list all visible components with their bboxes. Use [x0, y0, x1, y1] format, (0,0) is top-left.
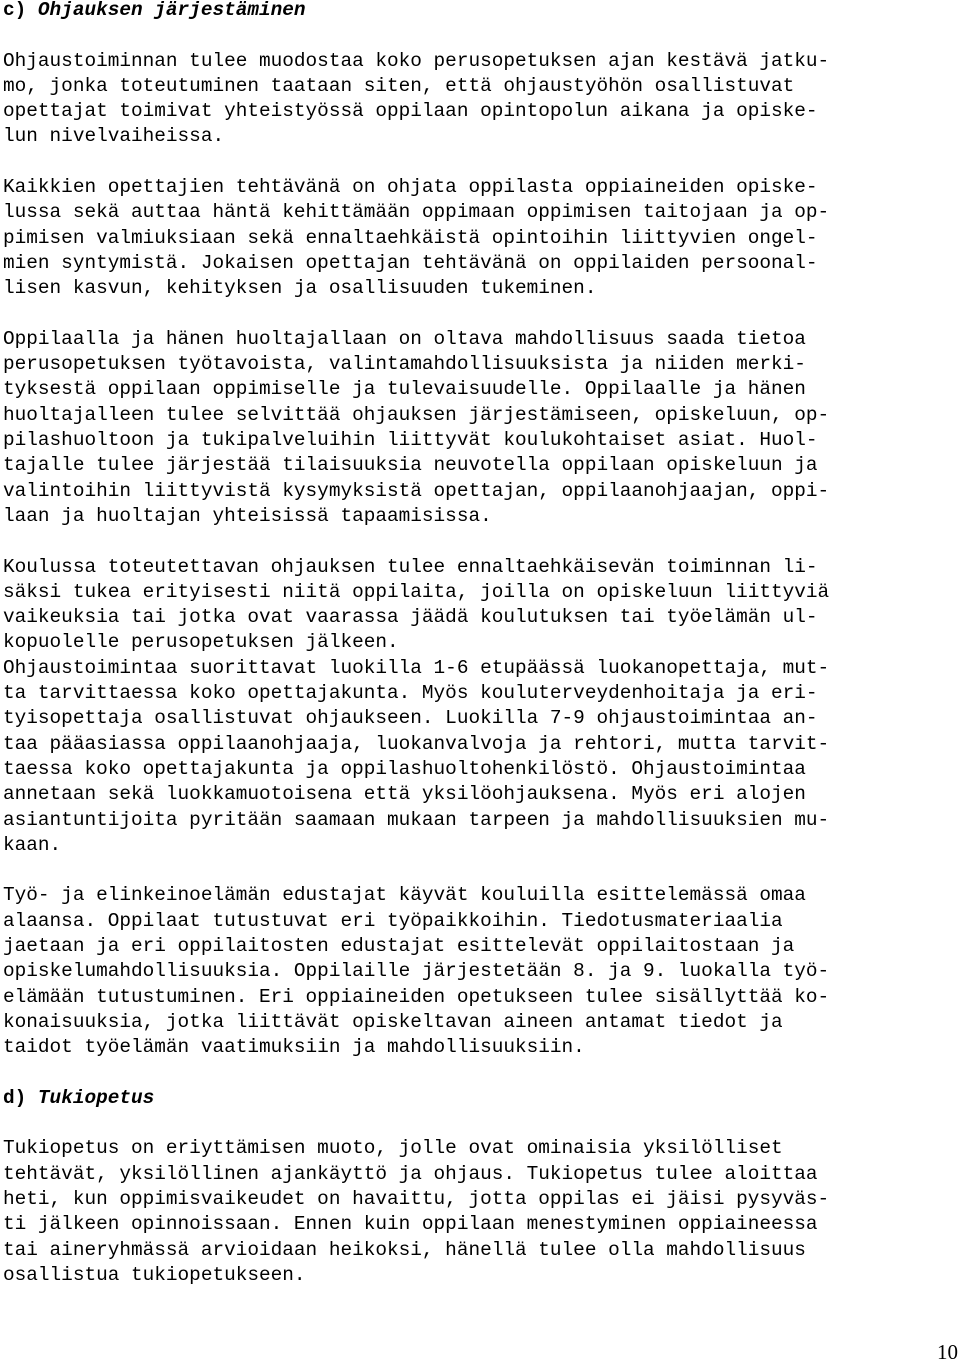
- text-line: vaikeuksia tai jotka ovat vaarassa jäädä koulutuksen tai työelämän ul-: [3, 606, 818, 629]
- text-line: annetaan sekä luokkamuotoisena että yksilöohjauksena. Myös eri alojen: [3, 783, 806, 806]
- text-line: kopuolelle perusopetuksen jälkeen.: [3, 631, 399, 654]
- section-d-paragraph-1: [3, 1136, 958, 1288]
- text-line: perusopetuksen työtavoista, valintamahdollisuuksista ja niiden merki-: [3, 353, 806, 376]
- text-line: taa pääasiassa oppilaanohjaaja, luokanvalvoja ja rehtori, mutta tarvit-: [3, 732, 830, 755]
- section-c-paragraph-2: [3, 175, 958, 301]
- spacer: [3, 23, 958, 48]
- section-d-letter: d): [3, 1086, 27, 1109]
- text-line: Kaikkien opettajien tehtävänä on ohjata oppilasta oppiaineiden opiske-: [3, 176, 818, 199]
- spacer: [3, 529, 958, 554]
- spacer: [3, 858, 958, 883]
- text-line: tehtävät, yksilöllinen ajankäyttö ja ohjaus. Tukiopetus tulee aloittaa: [3, 1162, 818, 1185]
- document-page: [3, 0, 958, 1288]
- text-line: ta tarvittaessa koko opettajakunta. Myös kouluterveydenhoitaja ja eri-: [3, 682, 818, 705]
- text-line: alaansa. Oppilaat tutustuvat eri työpaikkoihin. Tiedotusmateriaalia: [3, 909, 783, 932]
- text-line: tyisopettaja osallistuvat ohjaukseen. Luokilla 7-9 ohjaustoimintaa an-: [3, 707, 818, 730]
- text-line: taidot työelämän vaatimuksiin ja mahdollisuuksiin.: [3, 1036, 585, 1059]
- text-line: tyksestä oppilaan oppimiselle ja tulevaisuudelle. Oppilaalle ja hänen: [3, 378, 806, 401]
- section-c-letter: c): [3, 0, 27, 21]
- section-c-paragraph-3: [3, 327, 958, 529]
- text-line: huoltajalleen tulee selvittää ohjauksen järjestämiseen, opiskeluun, op-: [3, 403, 830, 426]
- spacer: [3, 302, 958, 327]
- text-line: Työ- ja elinkeinoelämän edustajat käyvät kouluilla esittelemässä omaa: [3, 884, 806, 907]
- text-line: osallistua tukiopetukseen.: [3, 1263, 306, 1286]
- text-line: asiantuntijoita pyritään saamaan mukaan tarpeen ja mahdollisuuksien mu-: [3, 808, 830, 831]
- text-line: opettajat toimivat yhteistyössä oppilaan opintopolun aikana ja opiske-: [3, 100, 818, 123]
- text-line: Ohjaustoimintaa suorittavat luokilla 1-6 etupäässä luokanopettaja, mut-: [3, 656, 830, 679]
- text-line: kaan.: [3, 833, 62, 856]
- text-line: Oppilaalla ja hänen huoltajallaan on oltava mahdollisuus saada tietoa: [3, 327, 806, 350]
- section-c-paragraph-5: [3, 883, 958, 1060]
- text-line: mo, jonka toteutuminen taataan siten, että ohjaustyöhön osallistuvat: [3, 74, 795, 97]
- text-line: elämään tutustuminen. Eri oppiaineiden opetukseen tulee sisällyttää ko-: [3, 985, 830, 1008]
- text-line: ti jälkeen opinnoissaan. Ennen kuin oppilaan menestyminen oppiaineessa: [3, 1213, 818, 1236]
- text-line: opiskelumahdollisuuksia. Oppilaille järjestetään 8. ja 9. luokalla työ-: [3, 960, 830, 983]
- section-c-title: Ohjauksen järjestäminen: [37, 0, 306, 21]
- text-line: Koulussa toteutettavan ohjauksen tulee ennaltaehkäisevän toiminnan li-: [3, 555, 818, 578]
- text-line: Tukiopetus on eriyttämisen muoto, jolle ovat ominaisia yksilölliset: [3, 1137, 783, 1160]
- text-line: säksi tukea erityisesti niitä oppilaita, joilla on opiskeluun liittyviä: [3, 580, 830, 603]
- spacer: [3, 150, 958, 175]
- spacer: [3, 1060, 958, 1085]
- text-line: heti, kun oppimisvaikeudet on havaittu, jotta oppilas ei jäisi pysyväs-: [3, 1187, 830, 1210]
- text-line: mien syntymistä. Jokaisen opettajan tehtävänä on oppilaiden persoonal-: [3, 251, 818, 274]
- text-line: konaisuuksia, jotka liittävät opiskeltavan aineen antamat tiedot ja: [3, 1010, 783, 1033]
- text-line: tai aineryhmässä arvioidaan heikoksi, hänellä tulee olla mahdollisuus: [3, 1238, 806, 1261]
- section-d-heading: [3, 1086, 958, 1111]
- text-line: Ohjaustoiminnan tulee muodostaa koko perusopetuksen ajan kestävä jatku-: [3, 49, 830, 72]
- section-c-heading: [3, 0, 958, 23]
- spacer: [3, 1111, 958, 1136]
- text-line: lun nivelvaiheissa.: [3, 125, 225, 148]
- text-line: pilashuoltoon ja tukipalveluihin liittyvät koulukohtaiset asiat. Huol-: [3, 429, 818, 452]
- text-line: pimisen valmiuksiaan sekä ennaltaehkäistä opintoihin liittyvien ongel-: [3, 226, 818, 249]
- text-line: valintoihin liittyvistä kysymyksistä opettajan, oppilaanohjaajan, oppi-: [3, 479, 830, 502]
- section-d-title: Tukiopetus: [37, 1086, 155, 1109]
- section-c-paragraph-1: [3, 49, 958, 150]
- text-line: jaetaan ja eri oppilaitosten edustajat esittelevät oppilaitostaan ja: [3, 934, 795, 957]
- text-line: taessa koko opettajakunta ja oppilashuoltohenkilöstö. Ohjaustoimintaa: [3, 757, 806, 780]
- page-number: 10: [937, 1340, 958, 1364]
- text-line: lisen kasvun, kehityksen ja osallisuuden tukeminen.: [3, 277, 597, 300]
- text-line: laan ja huoltajan yhteisissä tapaamisissa.: [3, 504, 492, 527]
- section-c-paragraph-4: [3, 555, 958, 859]
- text-line: lussa sekä auttaa häntä kehittämään oppimaan oppimisen taitojaan ja op-: [3, 201, 830, 224]
- text-line: tajalle tulee järjestää tilaisuuksia neuvotella oppilaan opiskeluun ja: [3, 454, 818, 477]
